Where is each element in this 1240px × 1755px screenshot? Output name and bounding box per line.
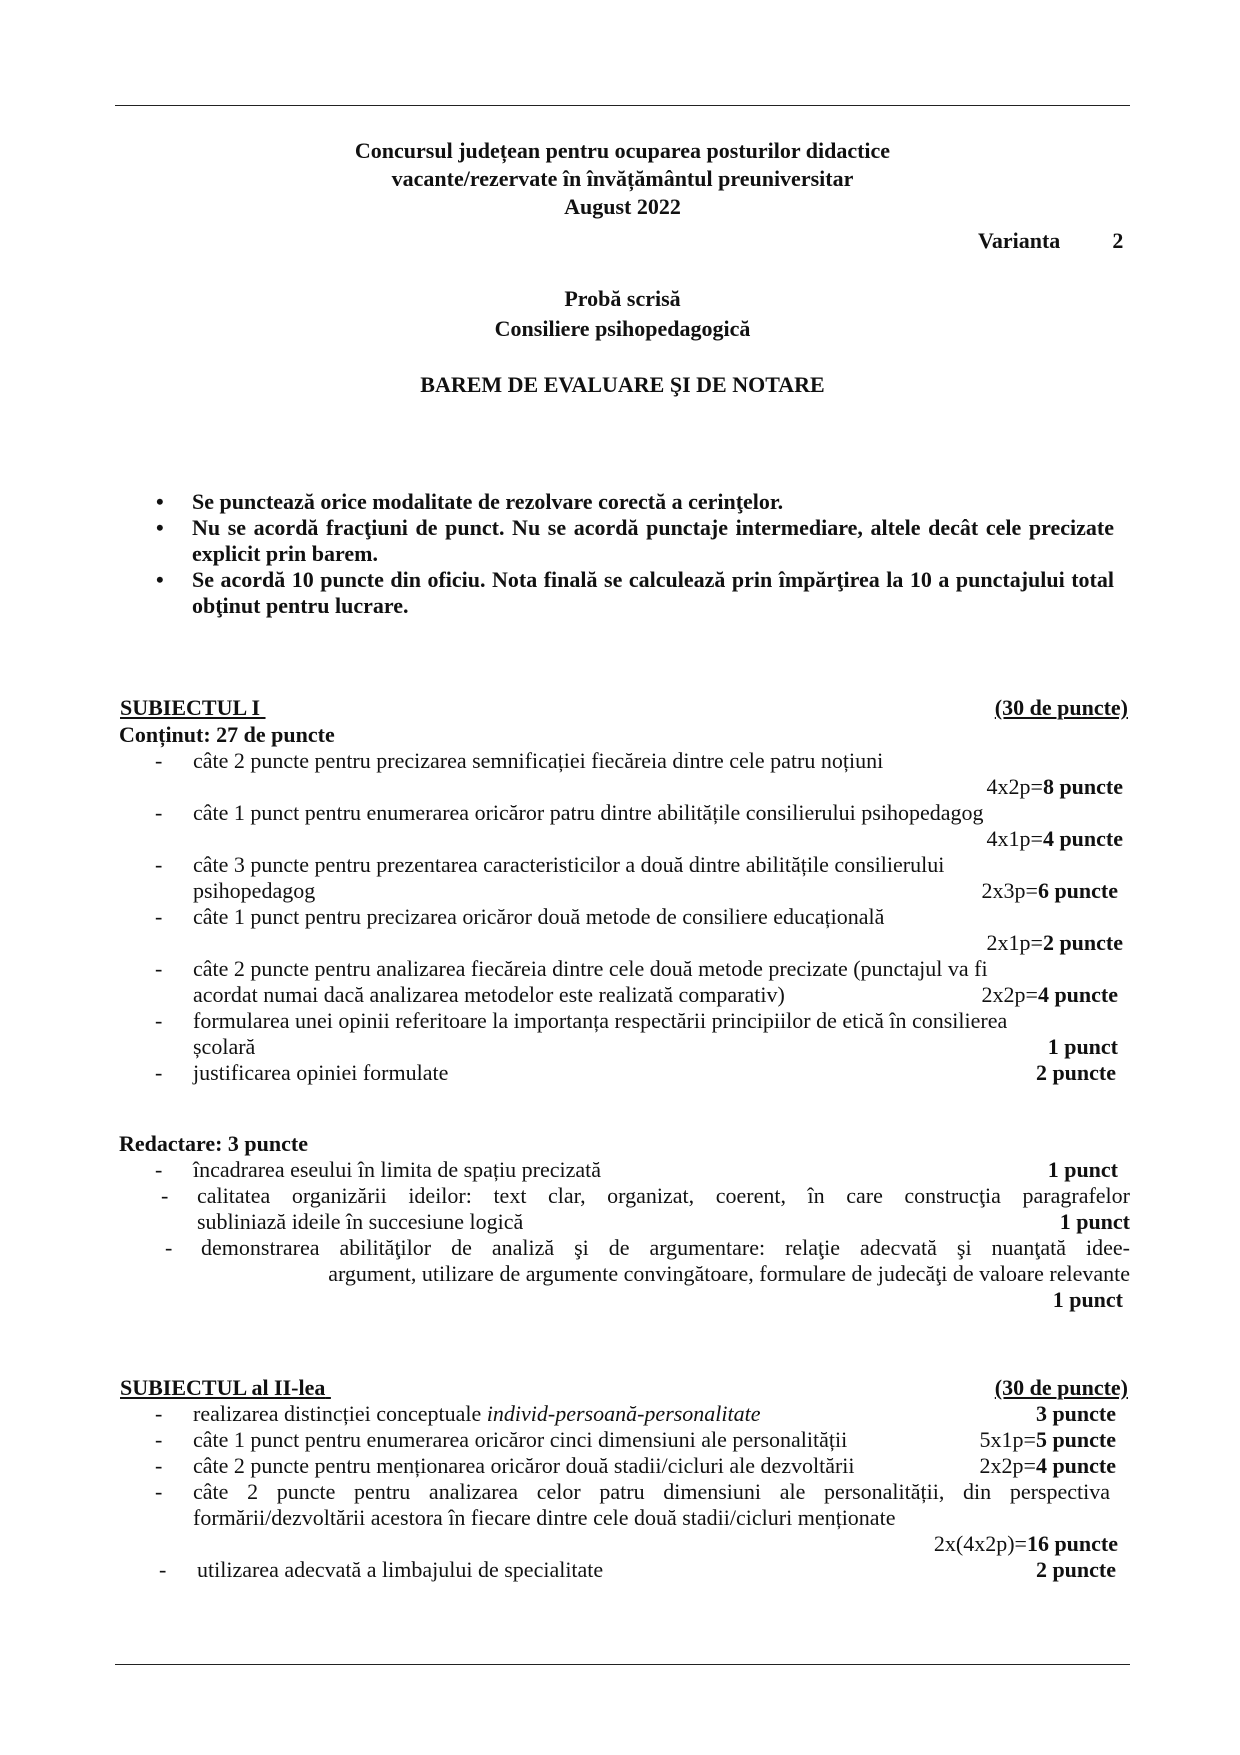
list-item: - încadrarea eseului în limita de spațiu precizată 1 punct — [155, 1157, 1118, 1182]
section-1-content-items — [155, 748, 1130, 1086]
bullet-icon: • — [156, 489, 164, 514]
section-2-label: SUBIECTUL al II-lea — [120, 1375, 326, 1400]
section-2-title — [120, 1375, 1130, 1401]
exam-subject: Consiliere psihopedagogică — [494, 316, 751, 341]
rule-item: • Se acordă 10 puncte din oficiu. Nota finală se calculează prin împărţirea la 10 a punctajului total obţinut pentru lucrare. — [156, 567, 1114, 618]
list-item: - câte 2 puncte pentru analizarea fiecăreia dintre cele două metode precizate (punctajul va fi acordat numai dacă analizarea metodelor este realizată comparativ) 2x2p=4 puncte — [155, 956, 1118, 1007]
list-item: - realizarea distincției conceptuale individ-persoană-personalitate 3 puncte — [155, 1401, 1116, 1426]
list-item: - formularea unei opinii referitoare la importanța respectării principiilor de etică în consilierea școlară 1 punct — [155, 1008, 1118, 1059]
list-item: - câte 1 punct pentru precizarea oricăror două metode de consiliere educațională 2x1p=2 puncte — [155, 904, 1123, 955]
section-1-title — [120, 695, 1130, 721]
list-item: - câte 2 puncte pentru analizarea celor patru dimensiuni ale personalității, din perspectiva formării/dezvoltării acestora în fiecare dintre cele două stadii/cicluri menționate 2x(4x2p)=16 puncte — [155, 1479, 1118, 1556]
section-2-points: (30 de puncte) — [994, 1375, 1128, 1400]
general-rules-list — [150, 489, 1114, 619]
document-header — [115, 138, 1130, 222]
section-1-underline-fill — [260, 695, 995, 721]
section-2-items — [155, 1401, 1130, 1583]
list-item: - câte 1 punct pentru enumerarea oricăror cinci dimensiuni ale personalității 5x1p=5 puncte — [155, 1427, 1116, 1452]
bottom-rule — [115, 1664, 1130, 1665]
content-heading: Conținut: 27 de puncte — [119, 722, 335, 747]
list-item: - utilizarea adecvată a limbajului de specialitate 2 puncte — [159, 1557, 1116, 1582]
header-line-2: vacante/rezervate în învățământul preuniversitar — [391, 166, 854, 191]
exam-type: Probă scrisă — [564, 286, 681, 311]
list-item: - demonstrarea abilităţilor de analiză şi de argumentare: relaţie adecvată şi nuanţată idee- argument, utilizare de argumente convingătoare, formulare de judecăţi de valoare relevante 1 punct — [165, 1235, 1130, 1312]
bullet-icon: • — [156, 567, 164, 592]
list-item: - câte 1 punct pentru enumerarea oricăror patru dintre abilitățile consilierului psihopedagog 4x1p=4 puncte — [155, 800, 1123, 851]
list-item: - câte 2 puncte pentru menționarea oricăror două stadii/cicluri ale dezvoltării 2x2p=4 puncte — [155, 1453, 1116, 1478]
list-item: - justificarea opiniei formulate 2 puncte — [155, 1060, 1116, 1085]
section-1-points: (30 de puncte) — [994, 695, 1128, 720]
rule-item: • Nu se acordă fracţiuni de punct. Nu se acordă punctaje intermediare, altele decât cele precizate explicit prin barem. — [156, 515, 1114, 566]
variant-label — [978, 228, 1123, 254]
barem-title: BAREM DE EVALUARE ŞI DE NOTARE — [420, 372, 825, 397]
list-item: - câte 3 puncte pentru prezentarea caracteristicilor a două dintre abilitățile consilierului psihopedagog 2x3p=6 puncte — [155, 852, 1118, 903]
section-1-writing-items — [155, 1157, 1130, 1313]
list-item: - calitatea organizării ideilor: text clar, organizat, coerent, în care construcţia paragrafelor subliniază ideile în succesiune logică 1 punct — [161, 1183, 1130, 1234]
header-line-3: August 2022 — [564, 194, 681, 219]
exam-title — [115, 286, 1130, 346]
variant-number: 2 — [1112, 228, 1124, 253]
writing-heading: Redactare: 3 puncte — [119, 1131, 308, 1156]
section-2-underline-fill — [325, 1375, 994, 1401]
section-1-label: SUBIECTUL I — [120, 695, 261, 720]
rule-item: • Se punctează orice modalitate de rezolvare corectă a cerinţelor. — [156, 489, 784, 514]
header-line-1: Concursul județean pentru ocuparea posturilor didactice — [354, 138, 891, 163]
list-item: - câte 2 puncte pentru precizarea semnificației fiecăreia dintre cele patru noțiuni 4x2p=8 puncte — [155, 748, 1123, 799]
variant-text: Varianta — [978, 228, 1061, 253]
bullet-icon: • — [156, 515, 164, 540]
top-rule — [115, 105, 1130, 106]
